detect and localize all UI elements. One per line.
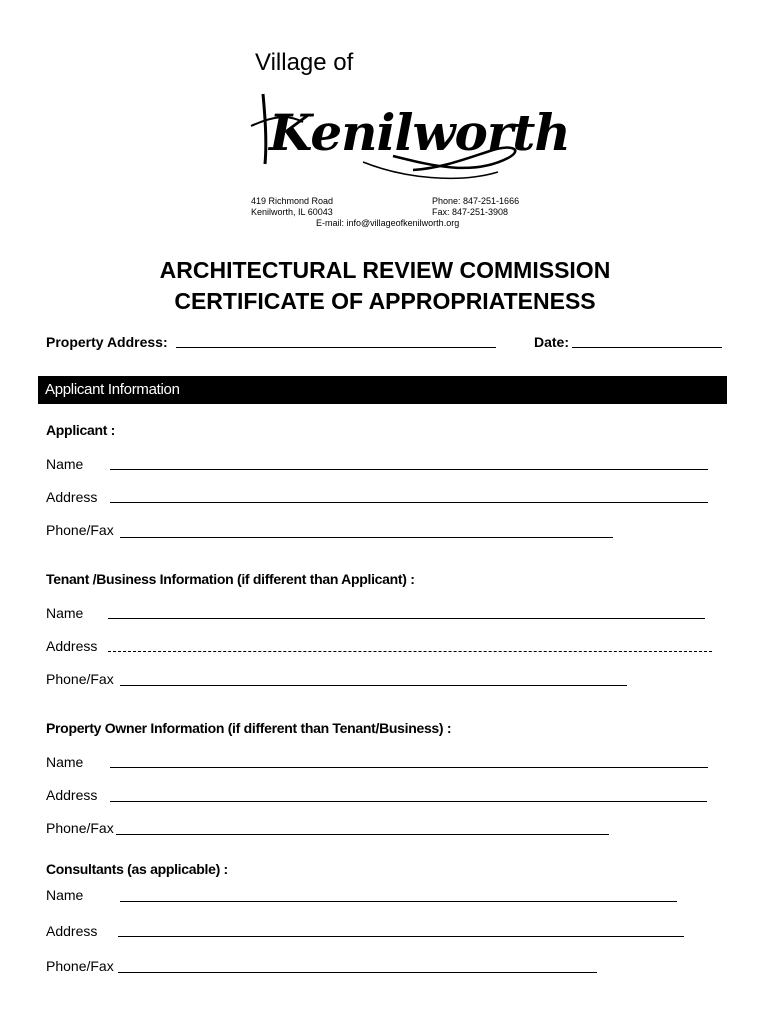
owner-phone-label: Phone/Fax: [46, 820, 114, 836]
applicant-name-field[interactable]: [110, 469, 708, 470]
owner-name-label: Name: [46, 754, 84, 770]
consultants-address-label: Address: [46, 923, 98, 939]
fax-text: Fax: 847-251-3908: [432, 207, 509, 217]
property-address-label: Property Address:: [46, 334, 168, 350]
consultants-phone-label: Phone/Fax: [46, 958, 114, 974]
applicant-phone-field[interactable]: [120, 537, 613, 538]
tenant-phone-field[interactable]: [120, 685, 627, 686]
tenant-heading: Tenant /Business Information (if different than Applicant) :: [46, 571, 415, 587]
consultants-name-label: Name: [46, 887, 84, 903]
tenant-name-label: Name: [46, 605, 84, 621]
consultants-address-field[interactable]: [118, 936, 684, 937]
consultants-heading: Consultants (as applicable) :: [46, 861, 228, 877]
applicant-name-label: Name: [46, 456, 84, 472]
kenilworth-logo: [243, 86, 570, 186]
phone-text: Phone: 847-251-1666: [432, 196, 520, 206]
logo-wordmark: Kenilworth: [269, 103, 570, 162]
owner-address-label: Address: [46, 787, 98, 803]
address-line-1: 419 Richmond Road: [251, 196, 334, 206]
title-line-2: CERTIFICATE OF APPROPRIATENESS: [174, 288, 596, 314]
date-label: Date:: [534, 334, 570, 350]
title-line-1: ARCHITECTURAL REVIEW COMMISSION: [159, 257, 611, 283]
owner-phone-field[interactable]: [116, 834, 609, 835]
owner-address-field[interactable]: [110, 801, 707, 802]
consultants-phone-field[interactable]: [118, 972, 597, 973]
owner-heading: Property Owner Information (if different than Tenant/Business) :: [46, 720, 452, 736]
owner-name-field[interactable]: [110, 767, 708, 768]
tenant-name-field[interactable]: [108, 618, 705, 619]
applicant-phone-label: Phone/Fax: [46, 522, 114, 538]
applicant-address-label: Address: [46, 489, 98, 505]
tenant-address-label: Address: [46, 638, 98, 654]
applicant-address-field[interactable]: [110, 502, 708, 503]
email-text: E-mail: info@villageofkenilworth.org: [316, 218, 460, 228]
date-field[interactable]: [572, 347, 722, 348]
consultants-name-field[interactable]: [120, 901, 677, 902]
applicant-information-bar: Applicant Information: [38, 376, 727, 404]
applicant-heading: Applicant :: [46, 422, 116, 438]
tenant-address-field[interactable]: [108, 651, 712, 652]
address-line-2: Kenilworth, IL 60043: [251, 207, 333, 217]
village-of-text: Village of: [255, 49, 354, 76]
property-address-field[interactable]: [176, 347, 496, 348]
tenant-phone-label: Phone/Fax: [46, 671, 114, 687]
